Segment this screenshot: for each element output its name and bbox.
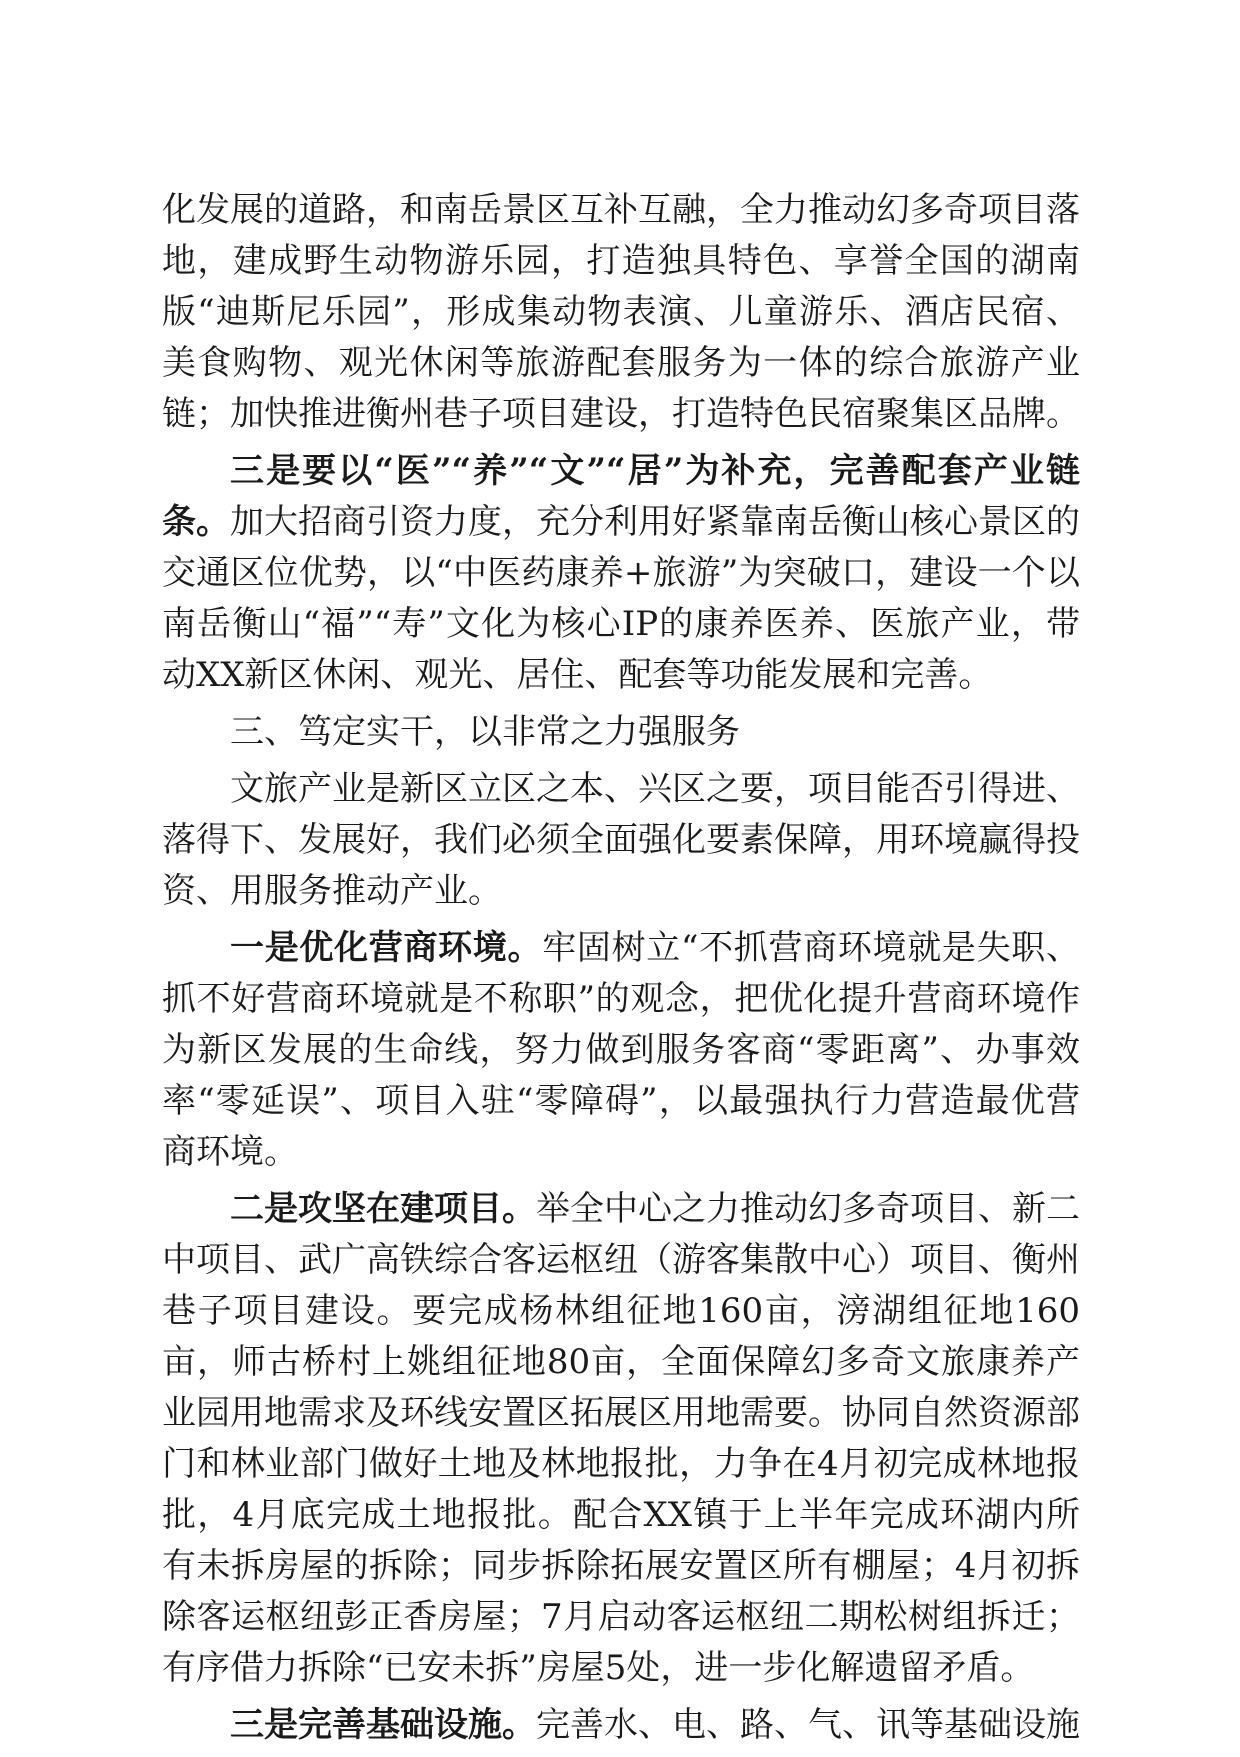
paragraph-text: 化发展的道路，和南岳景区互补互融，全力推动幻多奇项目落地，建成野生动物游乐园，打造独具特色、享誉全国的湖南版“迪斯尼乐园”，形成集动物表演、儿童游乐、酒店民宿、美食购物、观光休闲等旅游配套服务为一体的综合旅游产业链；加快推进衡州巷子项目建设，打造特色民宿聚集区品牌。 — [162, 190, 1080, 434]
paragraph-lead: 三是要以“医”“养”“文”“居”为补充，完善配套产业链条。 — [162, 451, 1080, 542]
paragraph-text: 完善水、电、路、气、讯等基础设施 — [536, 1705, 1080, 1745]
paragraph-lead: 三是完善基础设施。 — [230, 1705, 536, 1745]
paragraph-text: 加大招商引资力度，充分利用好紧靠南岳衡山核心景区的交通区位优势，以“中医药康养+旅游”为突破口，建设一个以南岳衡山“福”“寿”文化为核心IP的康养医养、医旅产业，带动XX新区休闲、观光、居住、配套等功能发展和完善。 — [162, 502, 1080, 695]
paragraph-infrastructure — [162, 1700, 1080, 1751]
paragraph-section-intro — [162, 764, 1080, 917]
paragraph-text: 文旅产业是新区立区之本、兴区之要，项目能否引得进、落得下、发展好，我们必须全面强化要素保障，用环境赢得投资、用服务推动产业。 — [162, 769, 1080, 911]
section-heading-service — [162, 707, 1080, 758]
document-page — [162, 185, 1080, 1757]
paragraph-projects — [162, 1184, 1080, 1694]
paragraph-business-environment — [162, 923, 1080, 1178]
paragraph-lead: 一是优化营商环境。 — [230, 928, 543, 968]
paragraph-text: 牢固树立“不抓营商环境就是失职、抓不好营商环境就是不称职”的观念，把优化提升营商环境作为新区发展的生命线，努力做到服务客商“零距离”、办事效率“零延误”、项目入驻“零障碍”，以最强执行力营造最优营商环境。 — [162, 928, 1080, 1172]
paragraph-tourism-chain — [162, 185, 1080, 440]
paragraph-text: 举全中心之力推动幻多奇项目、新二中项目、武广高铁综合客运枢纽（游客集散中心）项目、衡州巷子项目建设。要完成杨林组征地160亩，滂湖组征地160亩，师古桥村上姚组征地80亩，全面保障幻多奇文旅康养产业园用地需求及环线安置区拓展区用地需要。协同自然资源部门和林业部门做好土地及林地报批，力争在4月初完成林地报批，4月底完成土地报批。配合XX镇于上半年完成环湖内所有未拆房屋的拆除；同步拆除拓展安置区所有棚屋；4月初拆除客运枢纽彭正香房屋；7月启动客运枢纽二期松树组拆迁；有序借力拆除“已安未拆”房屋5处，进一步化解遗留矛盾。 — [162, 1189, 1080, 1688]
section-heading-text: 三、笃定实干，以非常之力强服务 — [230, 712, 740, 752]
paragraph-supporting-industry — [162, 446, 1080, 701]
paragraph-lead: 二是攻坚在建项目。 — [230, 1189, 536, 1229]
